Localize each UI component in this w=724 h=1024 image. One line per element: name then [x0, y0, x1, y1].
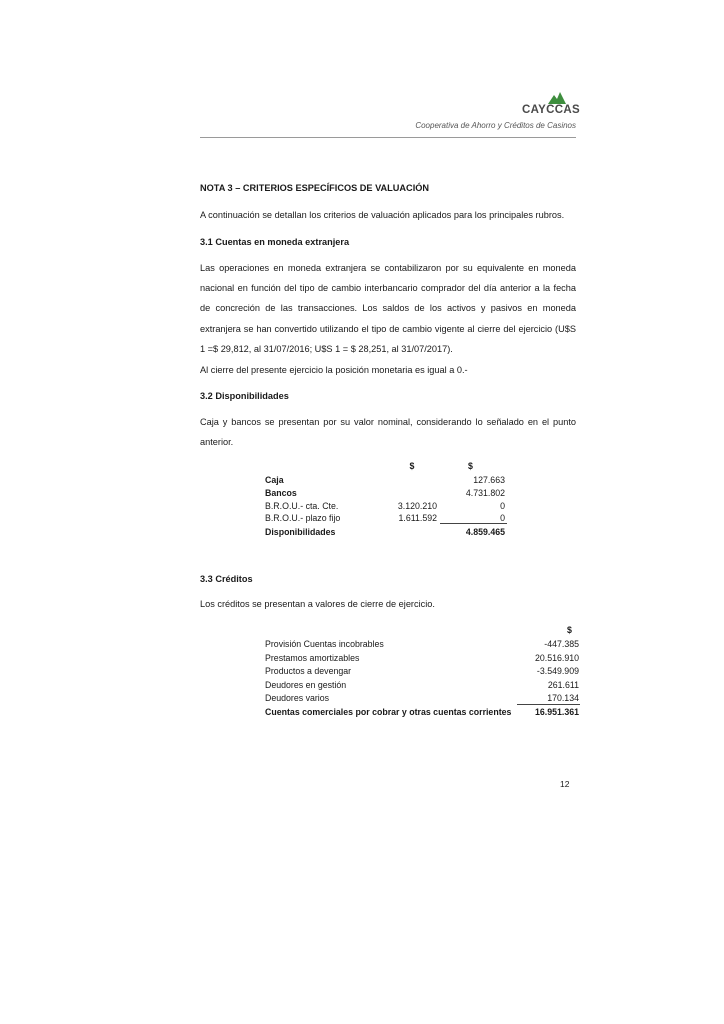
row-value: 170.134 [547, 693, 579, 703]
total-divider [440, 523, 507, 524]
section-3-2-heading: 3.2 Disponibilidades [200, 391, 289, 401]
row-value: -447.385 [544, 639, 579, 649]
section-3-2-paragraph: Caja y bancos se presentan por su valor nominal, considerando lo señalado en el punto anterior. [200, 417, 576, 448]
section-3-3-heading: 3.3 Créditos [200, 574, 253, 584]
row-label: Deudores en gestión [265, 680, 347, 690]
row-label: Deudores varios [265, 693, 330, 703]
row-value: 0 [500, 513, 505, 523]
row-value: -3.549.909 [536, 666, 579, 676]
row-label: Caja [265, 475, 284, 485]
row-label: B.R.O.U.- plazo fijo [265, 513, 341, 523]
col2-header: $ [468, 461, 473, 471]
row-label: Prestamos amortizables [265, 653, 360, 663]
section-3-1-paragraph: Las operaciones en moneda extranjera se contabilizaron por su equivalente en moneda nacional en función del tipo de cambio interbancario comprador del día anterior a la fecha de concreción de las transacciones. Los saldos de los activos y pasivos en moneda extranjera se han convertido utilizando el tipo de cambio vigente al cierre del ejercicio (U$S 1 =$ 29,812, al 31/07/2016; U$S 1 = $ 28,251, al 31/07/2017). [200, 263, 576, 354]
row-label: Bancos [265, 488, 297, 498]
logo-text: CAYCCAS [522, 104, 580, 116]
row-value: 261.611 [547, 680, 579, 690]
section-3-1-closing: Al cierre del presente ejercicio la posición monetaria es igual a 0.- [200, 365, 468, 375]
row-value: 127.663 [473, 475, 505, 485]
row-subvalue: 1.611.592 [398, 513, 437, 523]
total-label: Disponibilidades [265, 527, 336, 537]
mountain-logo-icon [548, 92, 566, 104]
row-label: B.R.O.U.- cta. Cte. [265, 501, 339, 511]
note-title: NOTA 3 – CRITERIOS ESPECÍFICOS DE VALUACIÓN [200, 183, 430, 193]
total-divider [517, 704, 580, 705]
note-intro: A continuación se detallan los criterios de valuación aplicados para los principales rubros. [200, 210, 565, 220]
col1-header: $ [409, 461, 415, 471]
row-subvalue: 3.120.210 [397, 501, 437, 511]
row-label: Provisión Cuentas incobrables [265, 639, 384, 649]
page-number: 12 [560, 779, 570, 789]
header-tagline: Cooperativa de Ahorro y Créditos de Casinos [415, 121, 576, 130]
row-value: 4.731.802 [465, 488, 505, 498]
row-label: Productos a devengar [265, 666, 352, 676]
row-value: 20.516.910 [534, 653, 579, 663]
header-divider [200, 137, 576, 138]
total-label: Cuentas comerciales por cobrar y otras cuentas corrientes [265, 707, 512, 717]
total-value: 16.951.361 [534, 707, 579, 717]
section-3-3-paragraph: Los créditos se presentan a valores de cierre de ejercicio. [200, 599, 435, 609]
row-value: 0 [500, 501, 505, 511]
section-3-1-heading: 3.1 Cuentas en moneda extranjera [200, 237, 350, 247]
total-value: 4.859.465 [465, 527, 505, 537]
col-header: $ [567, 625, 572, 635]
